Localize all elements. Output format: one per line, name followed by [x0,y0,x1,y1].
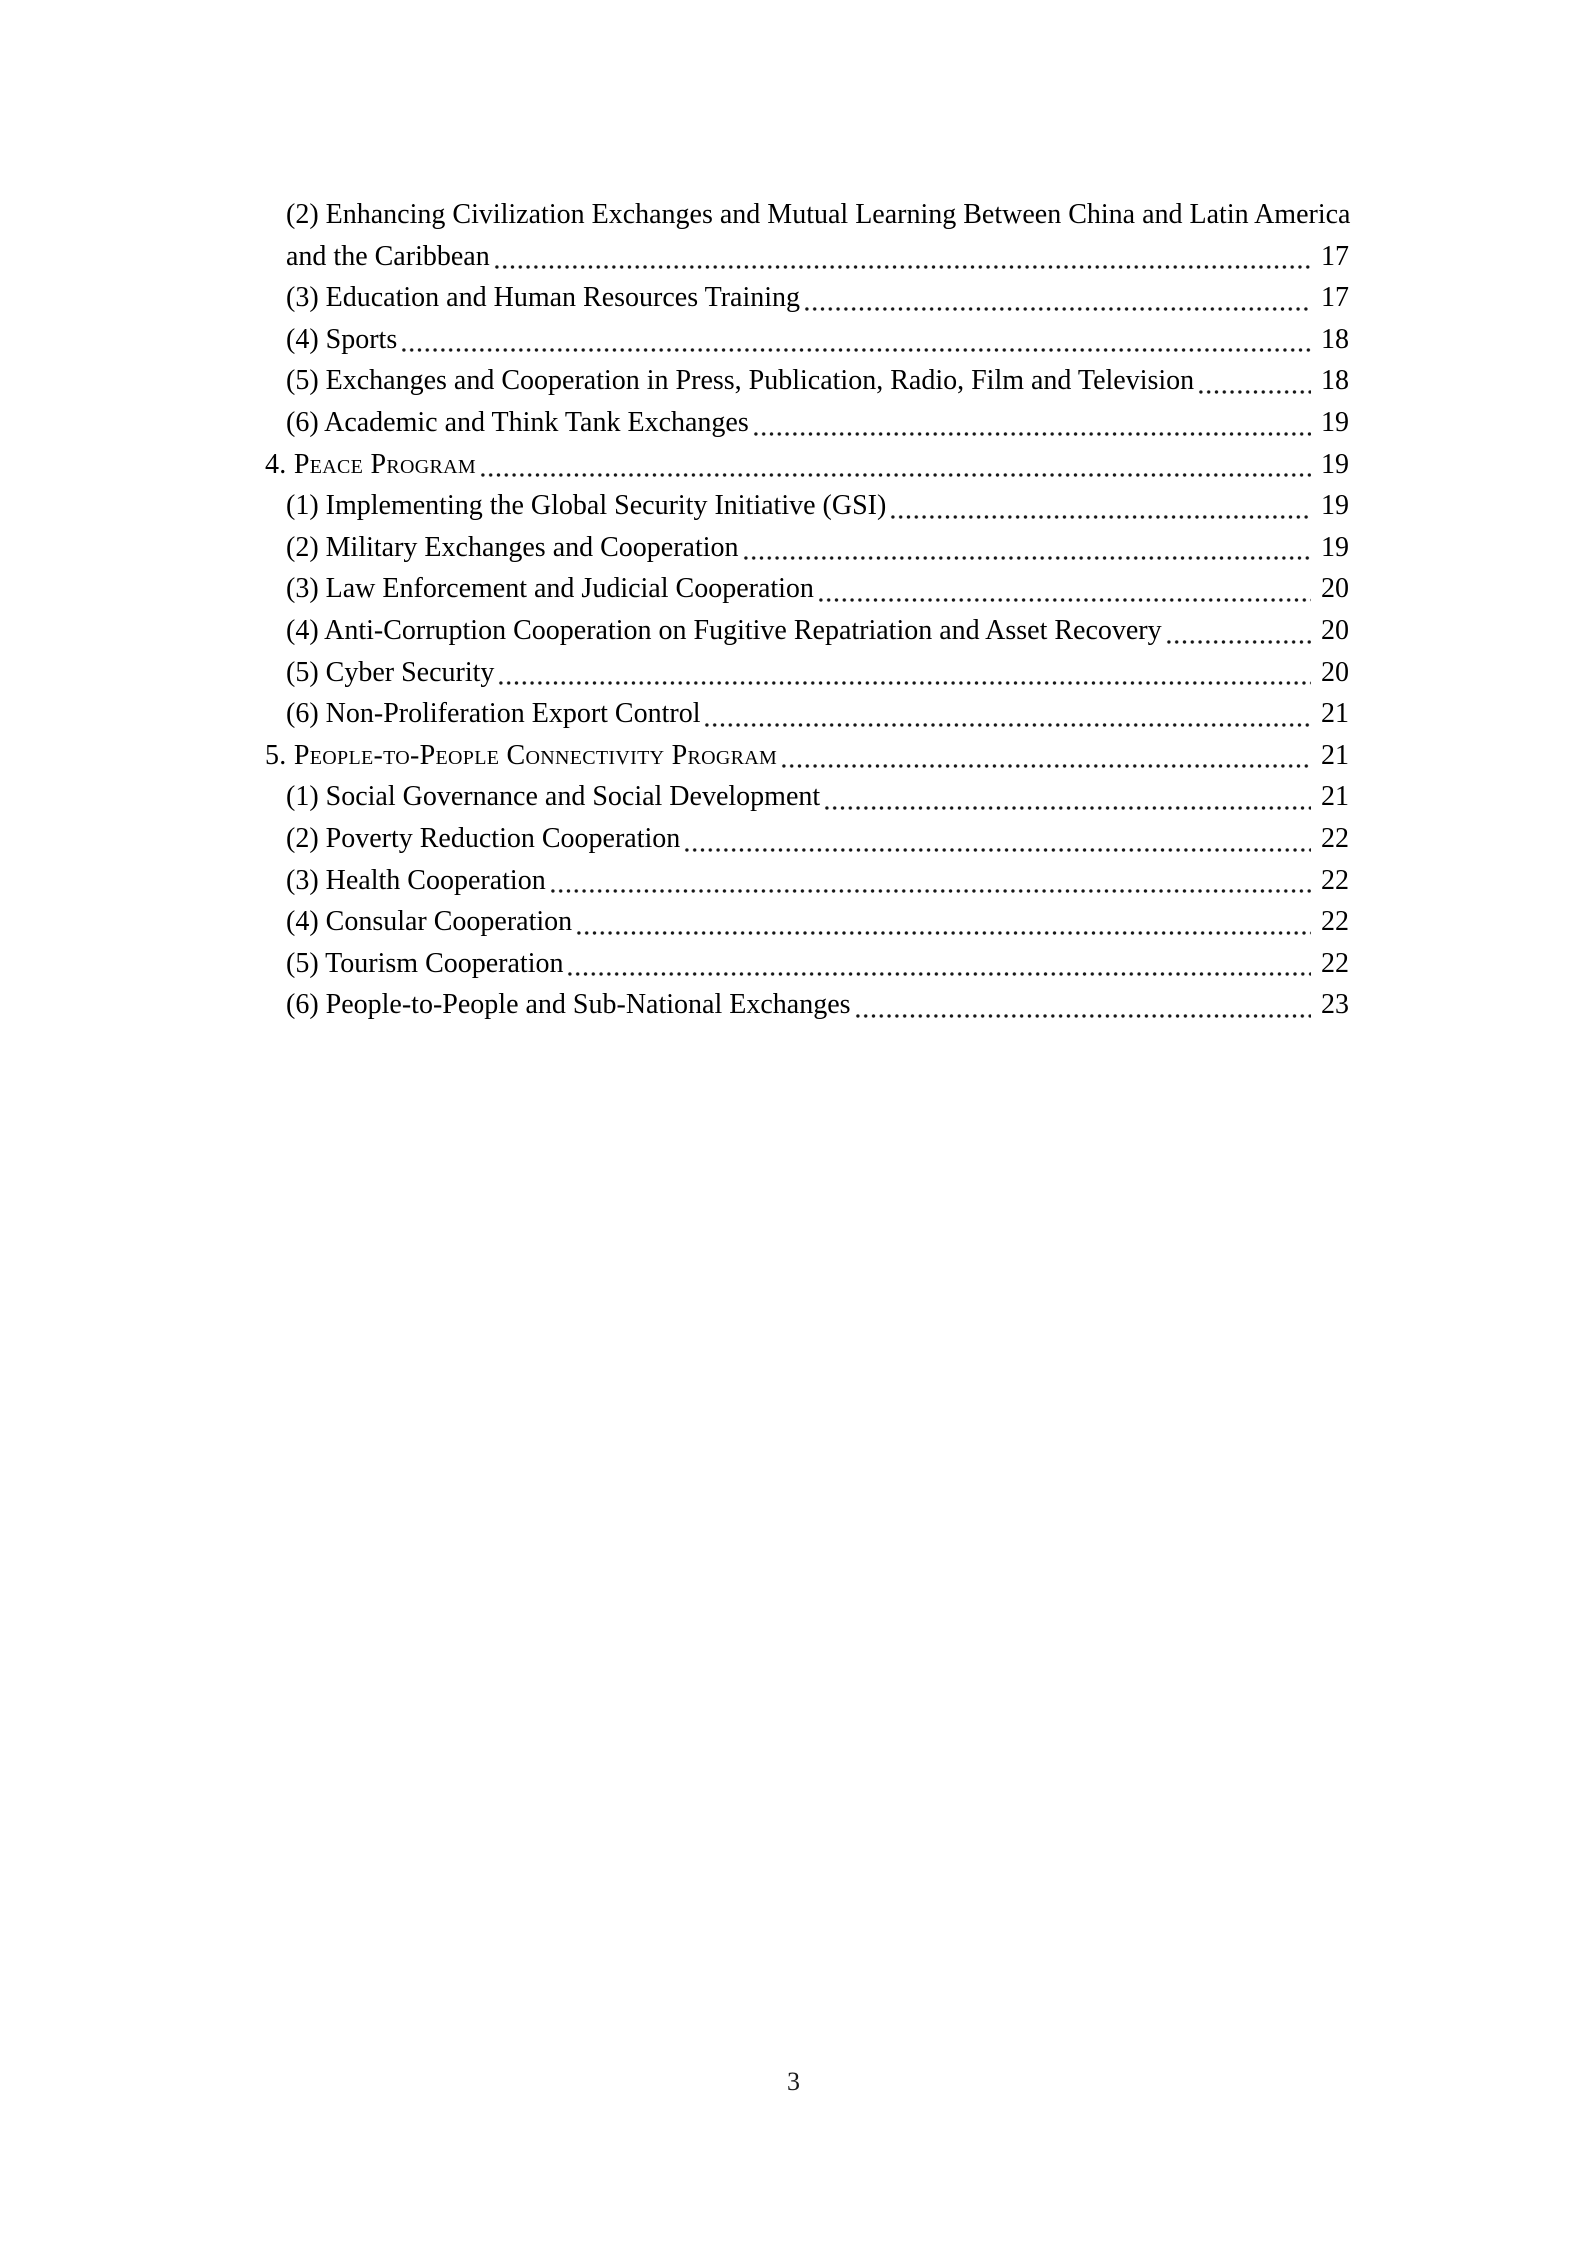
toc-leader-dots [400,319,1311,361]
toc-leader-dots [854,984,1311,1026]
page-number-footer: 3 [787,2067,800,2096]
toc-leader-dots [823,776,1311,818]
toc-entry-label: and the Caribbean [286,240,490,272]
toc-entry-page-number: 20 [1321,573,1349,605]
toc-leader-dots [1197,360,1311,402]
toc-leader-dots [1165,610,1311,652]
toc-entry-page-number: 19 [1321,531,1349,563]
table-of-contents [265,194,1349,1026]
toc-entry-label: (6) Non-Proliferation Export Control [286,698,701,730]
toc-entry-label: (5) Tourism Cooperation [286,947,564,979]
toc-leader-dots [703,693,1311,735]
toc-entry-label: (5) Cyber Security [286,656,495,688]
toc-entry-label: (4) Sports [286,323,398,355]
toc-entry[interactable] [265,776,1349,818]
toc-leader-dots [493,236,1311,278]
toc-entry-label: (4) Anti-Corruption Cooperation on Fugitive Repatriation and Asset Recovery [286,614,1162,646]
toc-entry[interactable] [265,527,1349,569]
toc-leader-dots [566,943,1311,985]
toc-entry-label: 4. Peace Program [265,448,476,480]
toc-entry[interactable] [265,901,1349,943]
toc-section-entry[interactable] [265,735,1349,777]
toc-leader-dots [889,485,1311,527]
toc-entry[interactable] [265,610,1349,652]
toc-entry[interactable] [265,984,1349,1026]
toc-leader-dots [803,277,1311,319]
toc-leader-dots [549,860,1311,902]
toc-entry-page-number: 21 [1321,781,1349,813]
toc-leader-dots [742,527,1311,569]
toc-entry[interactable] [265,485,1349,527]
toc-entry-page-number: 21 [1321,739,1349,771]
toc-entry-label: (2) Military Exchanges and Cooperation [286,531,739,563]
toc-entry[interactable] [265,818,1349,860]
toc-entry-page-number: 21 [1321,698,1349,730]
toc-entry-page-number: 20 [1321,656,1349,688]
toc-entry-label: (1) Implementing the Global Security Initiative (GSI) [286,490,887,522]
toc-entry[interactable] [265,943,1349,985]
toc-entry-page-number: 17 [1321,282,1349,314]
toc-entry-page-number: 22 [1321,864,1349,896]
toc-entry[interactable] [265,277,1349,319]
toc-entry-label: (3) Health Cooperation [286,864,546,896]
toc-entry[interactable] [265,860,1349,902]
toc-entry-label: (4) Consular Cooperation [286,906,573,938]
toc-entry-page-number: 22 [1321,822,1349,854]
toc-entry-page-number: 22 [1321,947,1349,979]
toc-entry-page-number: 19 [1321,406,1349,438]
toc-entry-label: (2) Enhancing Civilization Exchanges and Mutual Learning Between China and Latin America [286,199,1351,230]
toc-leader-dots [752,402,1311,444]
toc-entry-label: (6) People-to-People and Sub-National Exchanges [286,989,851,1021]
toc-entry-page-number: 19 [1321,490,1349,522]
toc-entry-label: (6) Academic and Think Tank Exchanges [286,406,749,438]
toc-entry[interactable] [265,652,1349,694]
toc-entry-page-number: 22 [1321,906,1349,938]
toc-entry-label: 5. People-to-People Connectivity Program [265,739,778,771]
toc-entry-page-number: 18 [1321,365,1349,397]
toc-leader-dots [479,444,1311,486]
toc-entry[interactable] [265,360,1349,402]
toc-entry-page-number: 19 [1321,448,1349,480]
toc-entry[interactable] [265,693,1349,735]
toc-entry-label: (2) Poverty Reduction Cooperation [286,822,681,854]
toc-entry[interactable] [265,194,1349,236]
toc-leader-dots [683,818,1311,860]
toc-entry-label: (1) Social Governance and Social Development [286,781,821,813]
toc-entry-label: (3) Law Enforcement and Judicial Cooperation [286,573,814,605]
toc-entry[interactable] [265,319,1349,361]
toc-leader-dots [780,735,1311,777]
toc-entry[interactable] [265,568,1349,610]
toc-entry-label: (3) Education and Human Resources Training [286,282,801,314]
toc-entry-page-number: 20 [1321,614,1349,646]
toc-entry[interactable] [265,236,1349,278]
toc-leader-dots [575,901,1311,943]
toc-entry-page-number: 23 [1321,989,1349,1021]
toc-leader-dots [817,568,1311,610]
toc-entry[interactable] [265,402,1349,444]
toc-leader-dots [497,652,1311,694]
toc-entry-page-number: 17 [1321,240,1349,272]
toc-entry-label: (5) Exchanges and Cooperation in Press, Publication, Radio, Film and Television [286,365,1195,397]
toc-section-entry[interactable] [265,444,1349,486]
toc-entry-page-number: 18 [1321,323,1349,355]
